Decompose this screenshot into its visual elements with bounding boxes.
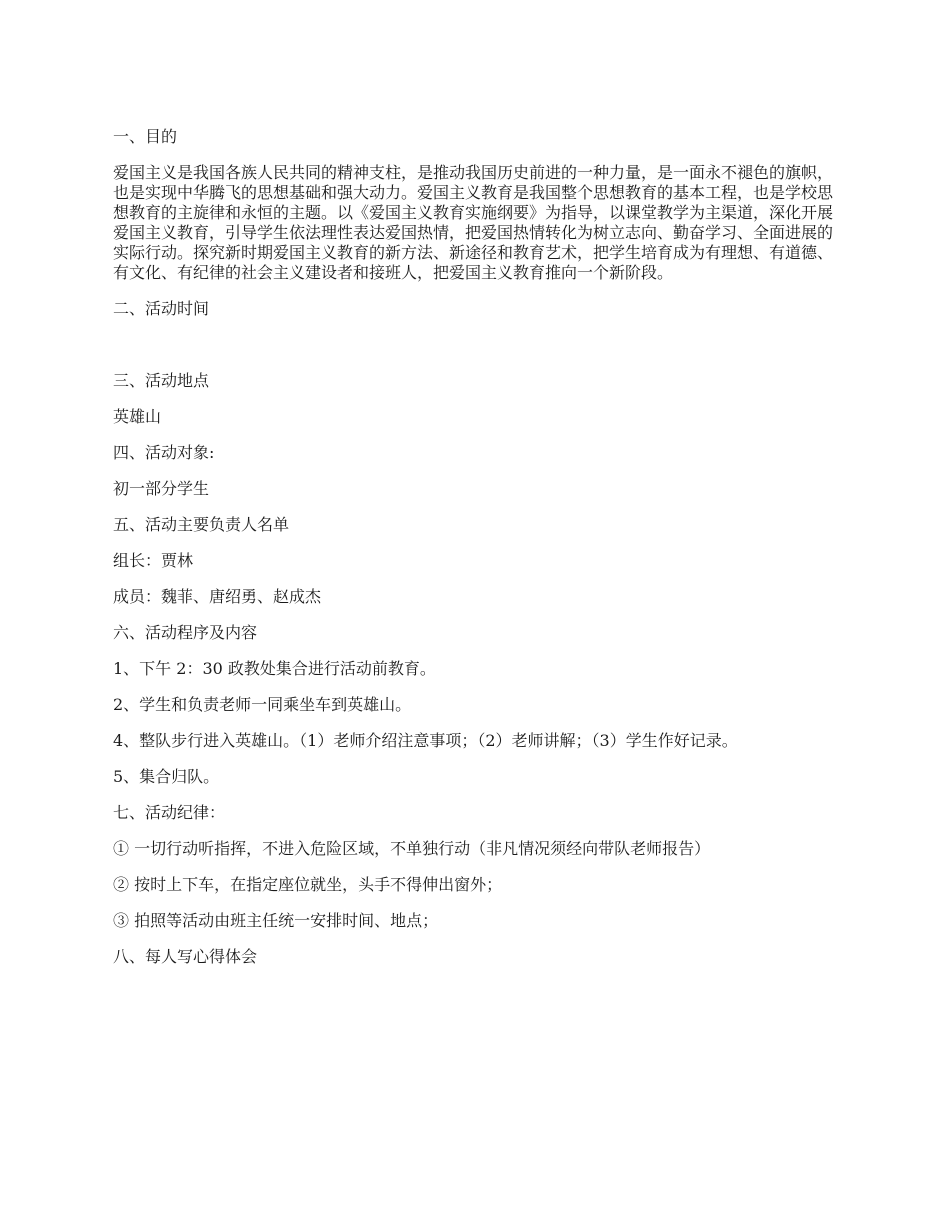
procedure-step: 1、下午 2：30 政教处集合进行活动前教育。 bbox=[113, 659, 436, 678]
purpose-paragraph: 爱国主义是我国各族人民共同的精神支柱，是推动我国历史前进的一种力量，是一面永不褪色的旗帜，也是实现中华腾飞的思想基础和强大动力。爱国主义教育是我国整个思想教育的基本工程，也是学校思想教育的主旋律和永恒的主题。以《爱国主义教育实施纲要》为指导，以课堂教学为主渠道，深化开展爱国主义教育，引导学生依法理性表达爱国热情，把爱国热情转化为树立志向、勤奋学习、全面进展的实际行动。探究新时期爱国主义教育的新方法、新途径和教育艺术，把学生培育成为有理想、有道德、有文化、有纪律的社会主义建设者和接班人，把爱国主义教育推向一个新阶段。 bbox=[113, 163, 834, 282]
leader-text: 组长：贾林 bbox=[113, 551, 194, 570]
procedure-step: 2、学生和负责老师一同乘坐车到英雄山。 bbox=[113, 695, 412, 714]
section-heading-discipline: 七、活动纪律： bbox=[113, 803, 226, 822]
participants-text: 初一部分学生 bbox=[113, 479, 210, 498]
procedure-step: 5、集合归队。 bbox=[113, 767, 220, 786]
section-heading-time: 二、活动时间 bbox=[113, 299, 210, 318]
section-heading-location: 三、活动地点 bbox=[113, 371, 210, 390]
section-heading-reflection: 八、每人写心得体会 bbox=[113, 947, 258, 966]
section-heading-procedure: 六、活动程序及内容 bbox=[113, 623, 258, 642]
discipline-rule: ③ 拍照等活动由班主任统一安排时间、地点； bbox=[113, 911, 439, 930]
discipline-rule: ① 一切行动听指挥，不进入危险区域，不单独行动（非凡情况须经向带队老师报告） bbox=[113, 839, 711, 858]
procedure-step: 4、整队步行进入英雄山。（1）老师介绍注意事项；（2）老师讲解；（3）学生作好记录。 bbox=[113, 731, 738, 750]
members-text: 成员：魏菲、唐绍勇、赵成杰 bbox=[113, 587, 322, 606]
section-heading-purpose: 一、目的 bbox=[113, 127, 178, 146]
discipline-rule: ② 按时上下车，在指定座位就坐，头手不得伸出窗外； bbox=[113, 875, 503, 894]
empty-time-space bbox=[113, 335, 841, 371]
section-heading-responsible: 五、活动主要负责人名单 bbox=[113, 515, 290, 534]
location-text: 英雄山 bbox=[113, 407, 162, 426]
document-page bbox=[113, 127, 841, 983]
section-heading-participants: 四、活动对象: bbox=[113, 443, 215, 462]
